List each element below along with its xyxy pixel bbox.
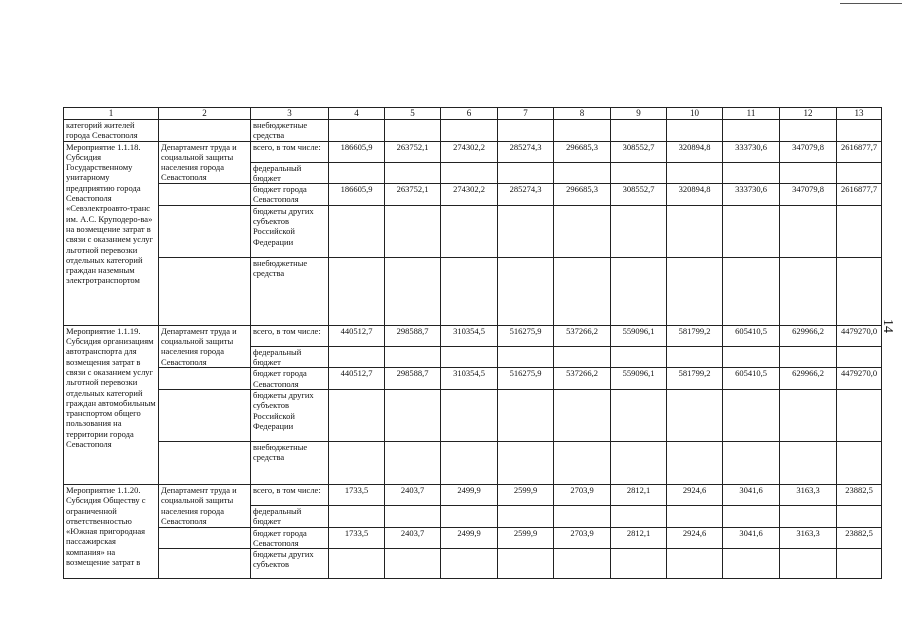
value-cell [723,346,780,368]
table-row [64,441,882,484]
value-cell: 186605,9 [329,184,385,206]
executor-cell [159,120,251,142]
value-cell [723,162,780,184]
source-cell: федеральный бюджет [251,162,329,184]
header-cell: 6 [441,108,498,120]
value-cell [780,205,837,257]
top-fragment-row [64,120,882,142]
value-cell [611,441,667,484]
value-cell [667,346,723,368]
executor-cell [159,549,251,579]
value-cell: 2599,9 [498,527,554,549]
value-cell [441,162,498,184]
source-cell: всего, в том числе: [251,484,329,505]
value-cell [667,549,723,579]
value-cell [780,257,837,325]
value-cell [329,505,385,527]
value-cell: 2499,9 [441,527,498,549]
value-cell: 4479270,0 [837,325,882,346]
value-cell: 347079,8 [780,184,837,206]
value-cell [554,257,611,325]
source-cell: внебюджетные средства [251,120,329,142]
value-cell: 274302,2 [441,141,498,162]
value-cell [667,505,723,527]
value-cell: 285274,3 [498,141,554,162]
value-cell: 296685,3 [554,184,611,206]
executor-cell [159,368,251,390]
value-cell: 1733,5 [329,527,385,549]
value-cell [723,205,780,257]
executor-cell [159,389,251,441]
value-cell: 2812,1 [611,484,667,505]
source-cell: бюджет города Севастополя [251,527,329,549]
value-cell [837,162,882,184]
value-cell [385,549,441,579]
executor-cell: Департамент труда и социальной защиты населения города Севастополя [159,484,251,527]
value-cell: 2616877,7 [837,184,882,206]
source-cell: федеральный бюджет [251,346,329,368]
value-cell: 537266,2 [554,325,611,346]
value-cell: 629966,2 [780,368,837,390]
measure-cell: Мероприятие 1.1.19. Субсидия организациям автотранспорта для возмещения затрат в связи с оказанием услуг льготной перевозки отдельных категорий граждан автомобильным транспортом общего пользования на территории города Севастополя [64,325,159,484]
value-cell: 296685,3 [554,141,611,162]
value-cell [837,346,882,368]
source-cell: всего, в том числе: [251,325,329,346]
value-cell [385,441,441,484]
value-cell [554,389,611,441]
header-cell: 10 [667,108,723,120]
value-cell [329,389,385,441]
value-cell [329,205,385,257]
value-cell [385,505,441,527]
value-cell [385,205,441,257]
value-cell [780,162,837,184]
value-cell: 559096,1 [611,325,667,346]
value-cell: 1733,5 [329,484,385,505]
value-cell: 2403,7 [385,527,441,549]
value-cell: 516275,9 [498,368,554,390]
value-cell: 2924,6 [667,484,723,505]
source-cell: федеральный бюджет [251,505,329,527]
value-cell [385,257,441,325]
executor-cell [159,205,251,257]
value-cell: 2403,7 [385,484,441,505]
value-cell: 2703,9 [554,484,611,505]
measure-cell: категорий жителей города Севастополя [64,120,159,142]
value-cell [329,257,385,325]
value-cell [837,549,882,579]
value-cell: 440512,7 [329,325,385,346]
value-cell: 2616877,7 [837,141,882,162]
value-cell [441,389,498,441]
executor-cell: Департамент труда и социальной защиты населения города Севастополя [159,141,251,184]
header-cell: 7 [498,108,554,120]
table-row [64,184,882,206]
value-cell: 320894,8 [667,184,723,206]
table-row [64,257,882,325]
top-rule [840,3,902,4]
value-cell: 2599,9 [498,484,554,505]
value-cell [780,346,837,368]
header-cell: 1 [64,108,159,120]
value-cell: 23882,5 [837,484,882,505]
value-cell [441,549,498,579]
value-cell: 2812,1 [611,527,667,549]
value-cell [611,205,667,257]
value-cell: 320894,8 [667,141,723,162]
value-cell: 310354,5 [441,368,498,390]
executor-cell [159,257,251,325]
value-cell [329,162,385,184]
value-cell [723,441,780,484]
value-cell [611,257,667,325]
value-cell: 274302,2 [441,184,498,206]
header-cell: 11 [723,108,780,120]
table-row [64,205,882,257]
source-cell: бюджеты других субъектов [251,549,329,579]
value-cell: 333730,6 [723,141,780,162]
value-cell [723,549,780,579]
value-cell [611,549,667,579]
header-cell: 5 [385,108,441,120]
value-cell [723,505,780,527]
value-cell: 581799,2 [667,368,723,390]
measure-cell: Мероприятие 1.1.18. Субсидия Государственному унитарному предприятию города Севастополя «Севэлектроавто-транс им. А.С. Круподеро-ва» на возмещение затрат в связи с оказанием услуг льготной перевозки отдельных категорий граждан наземным электротранспортом [64,141,159,325]
value-cell: 537266,2 [554,368,611,390]
source-cell: всего, в том числе: [251,141,329,162]
executor-cell [159,527,251,549]
value-cell: 605410,5 [723,368,780,390]
value-cell: 310354,5 [441,325,498,346]
header-cell: 8 [554,108,611,120]
value-cell: 23882,5 [837,527,882,549]
value-cell [667,205,723,257]
measure-cell: Мероприятие 1.1.20. Субсидия Обществу с ограниченной ответственностью «Южная пригородная пассажирская компания» на возмещение затрат в [64,484,159,578]
value-cell: 186605,9 [329,141,385,162]
value-cell: 4479270,0 [837,368,882,390]
value-cell: 629966,2 [780,325,837,346]
value-cell [837,205,882,257]
value-cell [554,441,611,484]
value-cell [329,441,385,484]
value-cell: 347079,8 [780,141,837,162]
table-row [64,527,882,549]
value-cell [441,505,498,527]
value-cell [498,205,554,257]
value-cell [498,257,554,325]
value-cell [837,257,882,325]
source-cell: бюджет города Севастополя [251,368,329,390]
value-cell [498,346,554,368]
value-cell [441,205,498,257]
header-cell: 12 [780,108,837,120]
value-cell [385,389,441,441]
value-cell: 2703,9 [554,527,611,549]
header-cell: 9 [611,108,667,120]
value-cell [723,389,780,441]
value-cell [667,162,723,184]
value-cell [554,162,611,184]
value-cell [611,389,667,441]
value-cell: 605410,5 [723,325,780,346]
value-cell [723,257,780,325]
table-row [64,368,882,390]
value-cell [554,346,611,368]
header-cell: 13 [837,108,882,120]
value-cell [385,162,441,184]
header-cell: 4 [329,108,385,120]
value-cell: 3041,6 [723,484,780,505]
value-cell: 3163,3 [780,484,837,505]
value-cell: 308552,7 [611,141,667,162]
value-cell [667,257,723,325]
value-cell [667,389,723,441]
value-cell [611,346,667,368]
value-cell: 308552,7 [611,184,667,206]
value-cell [780,505,837,527]
value-cell [498,162,554,184]
value-cell [329,346,385,368]
value-cell: 3163,3 [780,527,837,549]
value-cell [554,505,611,527]
value-cell: 559096,1 [611,368,667,390]
table-row [64,141,882,162]
value-cell: 516275,9 [498,325,554,346]
value-cell [611,505,667,527]
budget-table [63,107,882,579]
header-cell: 2 [159,108,251,120]
executor-cell [159,441,251,484]
value-cell [329,549,385,579]
value-cell [554,205,611,257]
value-cell [837,389,882,441]
value-cell [780,389,837,441]
value-cell: 581799,2 [667,325,723,346]
value-cell: 285274,3 [498,184,554,206]
value-cell [667,441,723,484]
value-cell: 2924,6 [667,527,723,549]
value-cell [780,441,837,484]
value-cell: 298588,7 [385,325,441,346]
executor-cell: Департамент труда и социальной защиты населения города Севастополя [159,325,251,368]
header-row [64,108,882,120]
table-row [64,484,882,505]
value-cell [780,549,837,579]
value-cell: 440512,7 [329,368,385,390]
table-row [64,389,882,441]
value-cell [498,389,554,441]
value-cell: 263752,1 [385,184,441,206]
page-number: 14 [880,319,895,333]
source-cell: внебюджетные средства [251,257,329,325]
value-cell: 3041,6 [723,527,780,549]
value-cell [441,441,498,484]
value-cell [837,505,882,527]
value-cell [441,257,498,325]
value-cell [837,441,882,484]
value-cell: 298588,7 [385,368,441,390]
source-cell: бюджет города Севастополя [251,184,329,206]
value-cell: 263752,1 [385,141,441,162]
value-cell: 333730,6 [723,184,780,206]
value-cell [498,505,554,527]
source-cell: внебюджетные средства [251,441,329,484]
value-cell [554,549,611,579]
source-cell: бюджеты других субъектов Российской Федерации [251,205,329,257]
value-cell [441,346,498,368]
header-cell: 3 [251,108,329,120]
value-cell: 2499,9 [441,484,498,505]
table-row [64,549,882,579]
source-cell: бюджеты других субъектов Российской Федерации [251,389,329,441]
executor-cell [159,184,251,206]
value-cell [385,346,441,368]
value-cell [498,549,554,579]
table-row [64,325,882,346]
value-cell [611,162,667,184]
value-cell [498,441,554,484]
